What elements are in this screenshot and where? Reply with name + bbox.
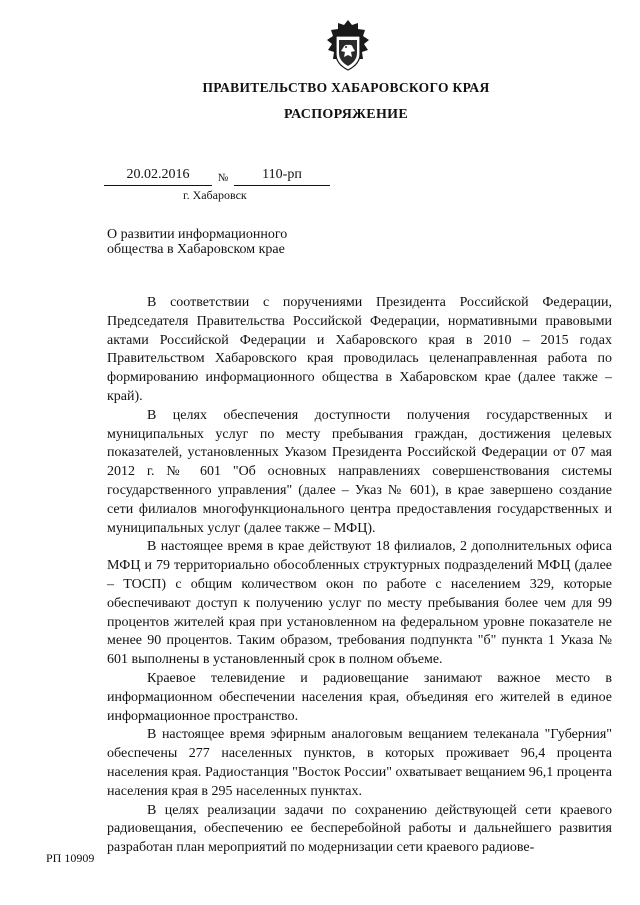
number-sign: № — [217, 172, 229, 184]
subject-line-1: О развитии информационного — [107, 227, 288, 242]
document-type-title: РАСПОРЯЖЕНИЕ — [284, 107, 408, 122]
document-number: 110-рп — [234, 167, 330, 186]
document-subject — [107, 227, 407, 257]
document-date: 20.02.2016 — [104, 167, 212, 186]
coat-of-arms-emblem — [325, 18, 371, 76]
body-paragraph: В настоящее время эфирным аналоговым вещанием телеканала "Губерния" обеспечены 277 населенных пунктов, в которых проживает 96,4 процента населения края. Радиостанция "Восток России" охватывает вещанием 96,1 процента населения края в 295 населенных пунктах. — [107, 727, 612, 799]
government-title: ПРАВИТЕЛЬСТВО ХАБАРОВСКОГО КРАЯ — [202, 80, 490, 95]
issue-city: г. Хабаровск — [183, 188, 247, 202]
document-code: РП 10909 — [46, 851, 95, 865]
body-paragraph: В соответствии с поручениями Президента Российской Федерации, Председателя Правительства Российской Федерации, нормативными правовыми актами Российской Федерации и Хабаровского края в 2010 – 2015 годах Правительством Хабаровского края проводилась целенаправленная работа по формированию информационного общества в Хабаровском крае (далее также – край). — [107, 295, 612, 404]
body-paragraph: В целях обеспечения доступности получения государственных и муниципальных услуг по месту пребывания граждан, достижения целевых показателей, установленных Указом Президента Российской Федерации от 07 мая 2012 г. № 601 "Об основных направлениях совершенствования системы государственного управления" (далее – Указ № 601), в крае завершено создание сети филиалов многофункционального центра предоставления государственных и муниципальных услуг (далее также – МФЦ). — [107, 407, 612, 536]
body-paragraph: В целях реализации задачи по сохранению действующей сети краевого радиовещания, обеспечению ее бесперебойной работы и дальнейшего развития разработан план мероприятий по модернизации сети краевого радиове- — [107, 802, 612, 856]
body-paragraph: Краевое телевидение и радиовещание занимают важное место в информационном обеспечении населения края, объединяя его жителей в единое информационное пространство. — [107, 670, 612, 724]
body-paragraph: В настоящее время в крае действуют 18 филиалов, 2 дополнительных офиса МФЦ и 79 территориально обособленных структурных подразделений МФЦ (далее – ТОСП) с общим количеством окон по работе с населением 329, которые обеспечивают доступ к получению услуг по месту пребывания более чем для 99 процентов жителей края при установленном на федеральном уровне показателе не менее 90 процентов. Таким образом, требования подпункта "б" пункта 1 Указа № 601 выполнены в установленный срок в полном объеме. — [107, 539, 612, 668]
document-body — [107, 294, 612, 858]
subject-line-2: общества в Хабаровском крае — [107, 242, 285, 257]
